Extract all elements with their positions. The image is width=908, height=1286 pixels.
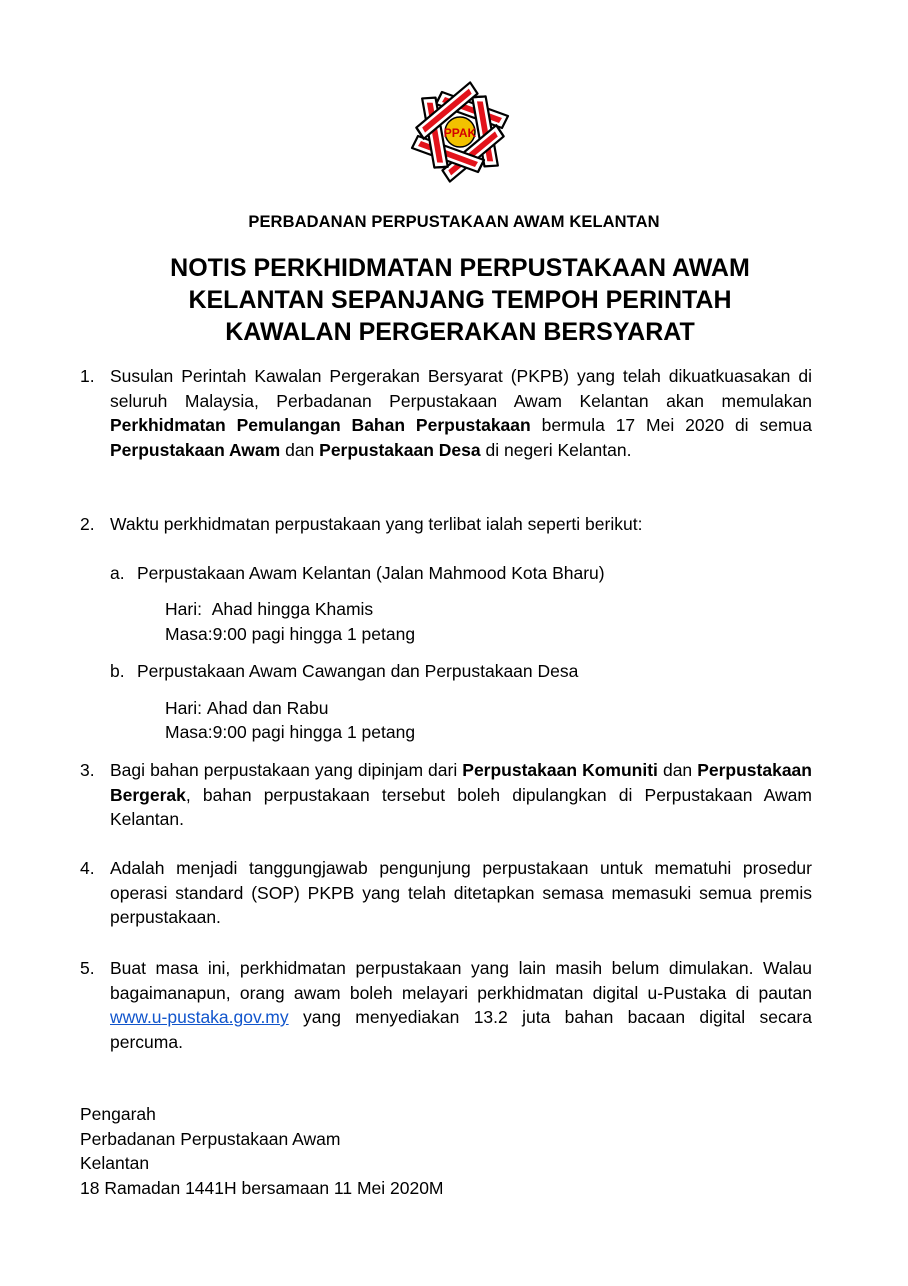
time-label: Masa: [165, 722, 213, 742]
signature-state: Kelantan [80, 1153, 150, 1173]
time-label: Masa: [165, 624, 213, 644]
ppak-logo-icon [398, 70, 522, 194]
item-number: 1. [80, 366, 95, 386]
item-text: Susulan Perintah Kawalan Pergerakan Bersyarat (PKPB) yang telah dikuatkuasakan di seluruh Malaysia, Perbadanan Perpustakaan Awam Kelantan akan memulakan [110, 366, 812, 411]
day-value: Ahad dan Rabu [206, 698, 329, 718]
signature-organization: Perbadanan Perpustakaan Awam [80, 1128, 341, 1149]
item-body [110, 364, 812, 462]
item-text: bermula 17 Mei 2020 di semua [530, 415, 812, 435]
signature-title: Pengarah [80, 1104, 156, 1124]
ppak-logo [398, 70, 522, 194]
sub-item-label: Perpustakaan Awam Cawangan dan Perpustakaan Desa [137, 661, 579, 681]
day-label: Hari: [165, 698, 202, 718]
item-text: di negeri Kelantan. [480, 439, 632, 460]
sub-item-a [110, 561, 605, 586]
item-number: 3. [80, 760, 95, 780]
organization-heading: PERBADANAN PERPUSTAKAAN AWAM KELANTAN [248, 213, 660, 231]
list-item-4 [80, 856, 812, 930]
item-bold-text: Perpustakaan Desa [319, 439, 481, 460]
logo-text: PPAK [443, 126, 477, 140]
item-text: , bahan perpustakaan tersebut boleh dipulangkan di Perpustakaan Awam Kelantan. [110, 784, 812, 829]
signature-block [80, 1102, 444, 1200]
item-bold-text: Perpustakaan Bergerak [110, 760, 812, 805]
u-pustaka-link[interactable]: www.u-pustaka.gov.my [110, 1007, 289, 1027]
item-number: 4. [80, 858, 95, 878]
day-value: Ahad hingga Khamis [211, 599, 374, 619]
list-item-2 [80, 512, 812, 537]
item-number: 5. [80, 958, 95, 978]
item-text: dan [280, 439, 320, 460]
day-label: Hari: [165, 599, 202, 619]
item-bold-text: Perpustakaan Komuniti [462, 760, 658, 780]
notice-title [80, 252, 840, 348]
item-text: dan [657, 760, 698, 780]
list-item-1 [80, 364, 812, 462]
title-line-2: KELANTAN SEPANJANG TEMPOH PERINTAH [188, 286, 732, 314]
sub-item-b [110, 659, 578, 684]
item-text: Bagi bahan perpustakaan yang dipinjam dari [110, 760, 463, 780]
list-item-5 [80, 956, 812, 1054]
time-value: 9:00 pagi hingga 1 petang [212, 722, 416, 742]
sub-item-letter: a. [110, 563, 125, 583]
schedule-time-b [165, 720, 415, 745]
item-number: 2. [80, 514, 95, 534]
title-line-3: KAWALAN PERGERAKAN BERSYARAT [225, 318, 695, 346]
item-body [110, 956, 812, 1054]
item-body: Waktu perkhidmatan perpustakaan yang terlibat ialah seperti berikut: [110, 514, 643, 534]
schedule-day-b [165, 696, 328, 721]
list-item-3 [80, 758, 812, 832]
signature-date: 18 Ramadan 1441H bersamaan 11 Mei 2020M [80, 1177, 444, 1198]
time-value: 9:00 pagi hingga 1 petang [212, 624, 416, 644]
item-body [110, 758, 812, 832]
title-line-1: NOTIS PERKHIDMATAN PERPUSTAKAAN AWAM [170, 254, 750, 282]
item-body: Adalah menjadi tanggungjawab pengunjung perpustakaan untuk mematuhi prosedur operasi standard (SOP) PKPB yang telah ditetapkan semasa memasuki semua premis perpustakaan. [110, 858, 812, 927]
item-text: yang menyediakan 13.2 juta bahan bacaan digital secara percuma. [110, 1007, 812, 1052]
sub-item-label: Perpustakaan Awam Kelantan (Jalan Mahmood Kota Bharu) [137, 563, 605, 583]
item-bold-text: Perpustakaan Awam [110, 439, 281, 460]
schedule-day-a [165, 597, 373, 622]
item-bold-text: Perkhidmatan Pemulangan Bahan Perpustakaan [110, 415, 531, 435]
item-text: Buat masa ini, perkhidmatan perpustakaan yang lain masih belum dimulakan. Walau bagaimanapun, orang awam boleh melayari perkhidmatan digital u-Pustaka di pautan [110, 958, 812, 1003]
schedule-time-a [165, 622, 415, 647]
sub-item-letter: b. [110, 661, 125, 681]
